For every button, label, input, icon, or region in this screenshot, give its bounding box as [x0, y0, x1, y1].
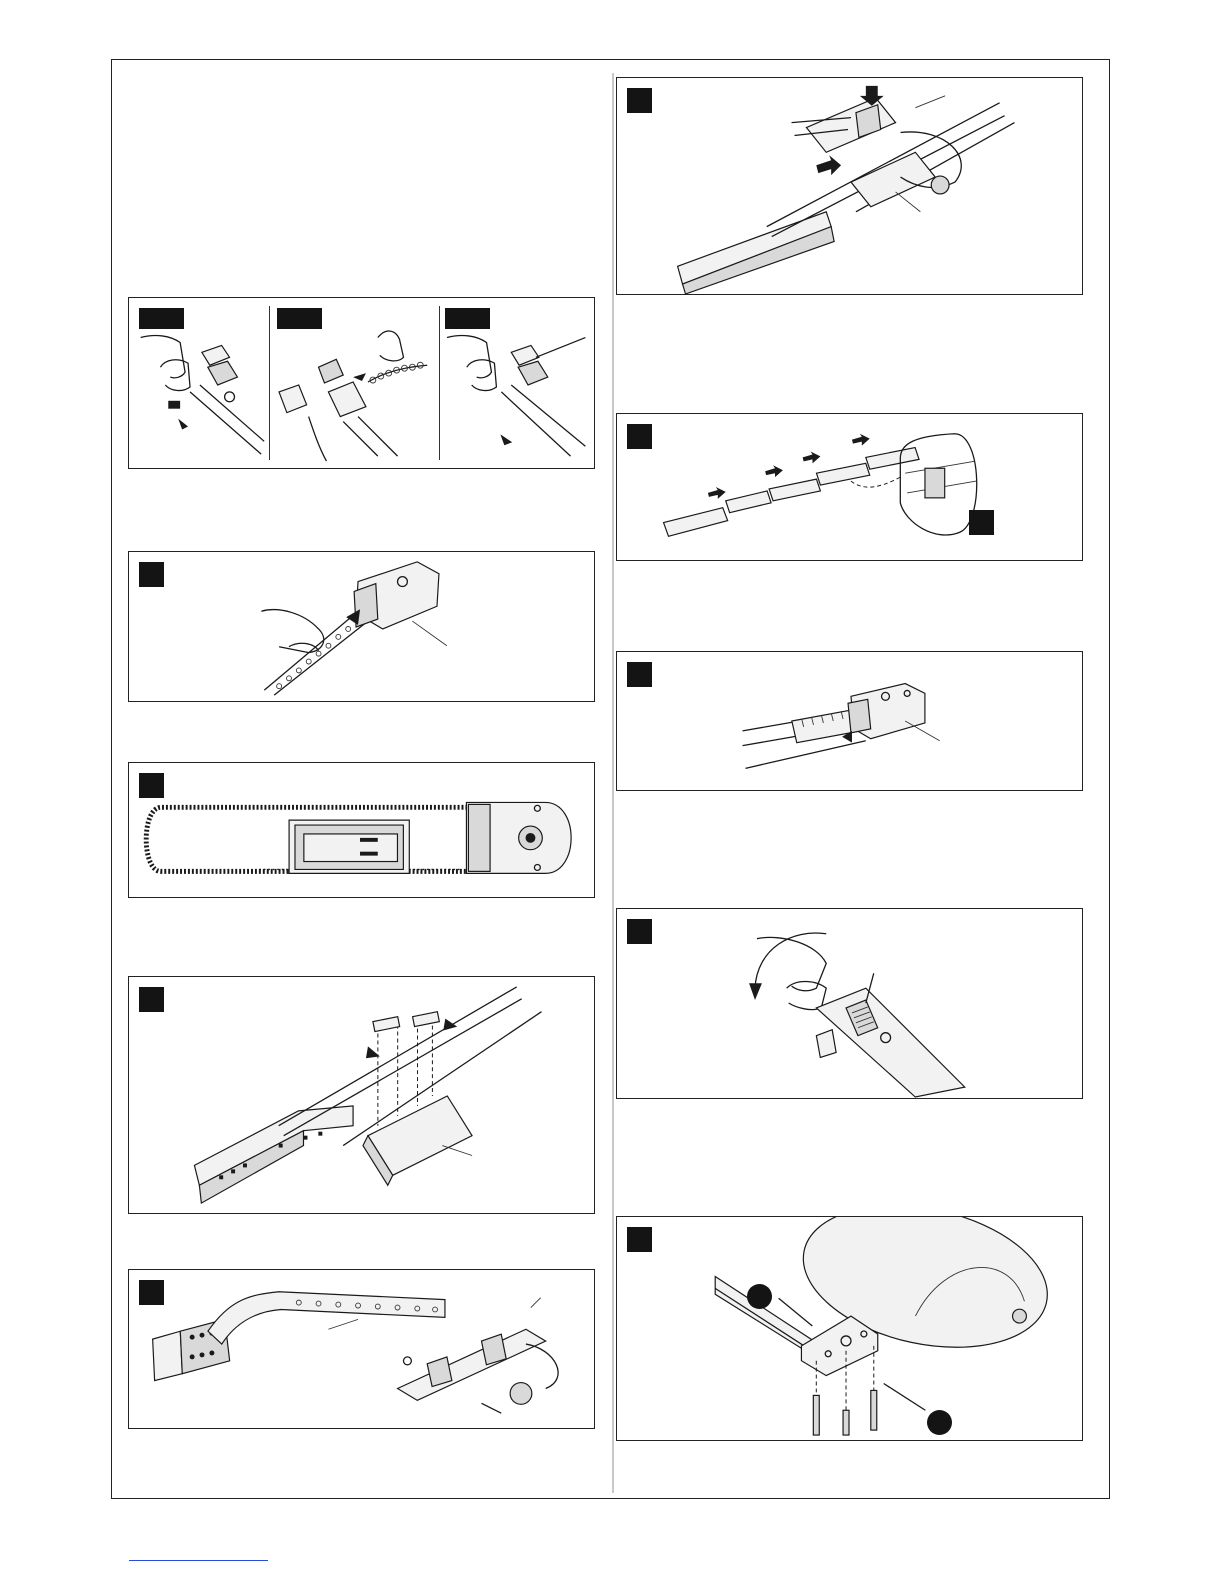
carriage-on-rail-illustration: [617, 78, 1082, 294]
belt-tensioning-illustration: [617, 909, 1082, 1098]
figure-chain-release-steps: [128, 297, 595, 469]
step-badge-3: [445, 308, 490, 329]
detail-badge: [969, 510, 994, 535]
step-badge: [627, 662, 652, 687]
step-badge-2: [277, 308, 322, 329]
figure-motor-onto-rail: [616, 651, 1083, 791]
callout-badge-left: [747, 1284, 772, 1309]
step-badge: [139, 1280, 164, 1305]
figure-door-arm-and-carriage: [128, 1269, 595, 1429]
step-badge-1: [139, 308, 184, 329]
figure-belt-into-motor: [128, 551, 595, 702]
figure-rail-sections-joining: [616, 413, 1083, 561]
step-badge: [139, 773, 164, 798]
rail-carriage-illustration: [129, 977, 594, 1213]
door-arm-illustration: [129, 1270, 594, 1428]
step-badge: [627, 919, 652, 944]
chain-release-illustration: [129, 298, 594, 468]
figure-carriage-on-rail: [616, 77, 1083, 295]
belt-insertion-illustration: [129, 552, 594, 701]
callout-badge-right: [927, 1410, 952, 1435]
motor-onto-rail-illustration: [617, 652, 1082, 790]
step-badge: [139, 562, 164, 587]
figure-belt-tensioning: [616, 908, 1083, 1099]
figure-rail-carriage-assembly: [128, 976, 595, 1214]
cover-mounting-illustration: [617, 1217, 1082, 1440]
step-badge: [627, 424, 652, 449]
step-badge: [627, 88, 652, 113]
belt-loop-illustration: [129, 763, 594, 897]
step-badge: [627, 1227, 652, 1252]
footer-link[interactable]: [129, 1560, 268, 1561]
figure-belt-loop: [128, 762, 595, 898]
figure-cover-mounting: [616, 1216, 1083, 1441]
step-badge: [139, 987, 164, 1012]
rail-sections-illustration: [617, 414, 1082, 560]
column-divider: [612, 73, 614, 1493]
